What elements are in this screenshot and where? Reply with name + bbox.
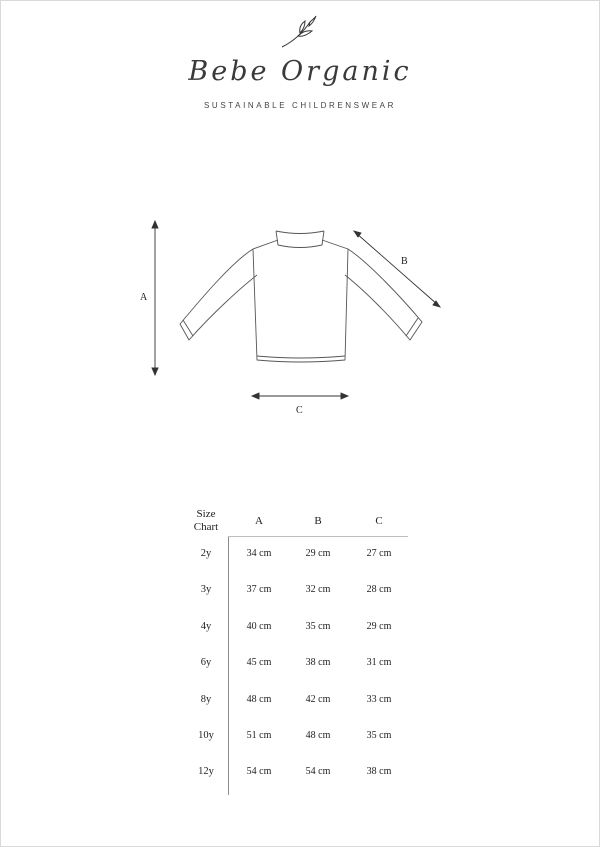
measurement-cell: 40 cm — [246, 620, 272, 632]
column-header-b: B — [314, 515, 322, 527]
size-cell: 6y — [200, 657, 212, 669]
table-row — [180, 730, 420, 746]
header-divider — [228, 536, 408, 537]
table-row — [180, 621, 420, 637]
size-cell: 12y — [198, 766, 214, 778]
measurement-cell: 54 cm — [246, 766, 272, 778]
table-row — [180, 657, 420, 673]
table-row — [180, 548, 420, 564]
measurement-cell: 32 cm — [305, 584, 331, 596]
measurement-cell: 37 cm — [246, 584, 272, 596]
measurement-cell: 29 cm — [366, 620, 392, 632]
size-chart-title-line1: Size — [196, 508, 216, 520]
measurement-cell: 29 cm — [305, 548, 331, 559]
measurement-cell: 35 cm — [305, 620, 331, 632]
brand-tagline: SUSTAINABLE CHILDRENSWEAR — [204, 101, 396, 110]
measurement-cell: 38 cm — [366, 766, 392, 778]
size-chart-title-line2: Chart — [193, 521, 219, 533]
size-cell: 3y — [200, 584, 212, 596]
dimension-c-label: C — [296, 405, 303, 416]
size-cell: 4y — [200, 620, 212, 632]
table-row — [180, 584, 420, 600]
column-header-c: C — [375, 515, 383, 527]
measurement-cell: 42 cm — [305, 693, 331, 705]
dimension-b-label: B — [401, 256, 408, 267]
measurement-cell: 45 cm — [246, 657, 272, 669]
measurement-cell: 35 cm — [366, 730, 392, 741]
measurement-cell: 48 cm — [305, 730, 331, 741]
size-cell: 10y — [198, 730, 214, 741]
size-cell: 2y — [200, 548, 212, 559]
column-header-a: A — [255, 515, 263, 527]
table-row — [180, 766, 420, 782]
measurement-cell: 33 cm — [366, 693, 392, 705]
table-row — [180, 694, 420, 710]
measurement-cell: 48 cm — [246, 693, 272, 705]
sweater-outline — [180, 231, 422, 362]
measurement-cell: 38 cm — [305, 657, 331, 669]
measurement-cell: 54 cm — [305, 766, 331, 778]
size-chart-title — [180, 508, 232, 534]
measurement-cell: 34 cm — [246, 548, 272, 559]
measurement-cell: 27 cm — [366, 548, 392, 559]
size-cell: 8y — [200, 693, 212, 705]
measurement-cell: 51 cm — [246, 730, 272, 741]
measurement-cell: 28 cm — [366, 584, 392, 596]
brand-name: Bebe Organic — [188, 56, 412, 87]
measurement-cell: 31 cm — [366, 657, 392, 669]
dimension-a-label: A — [140, 292, 148, 303]
